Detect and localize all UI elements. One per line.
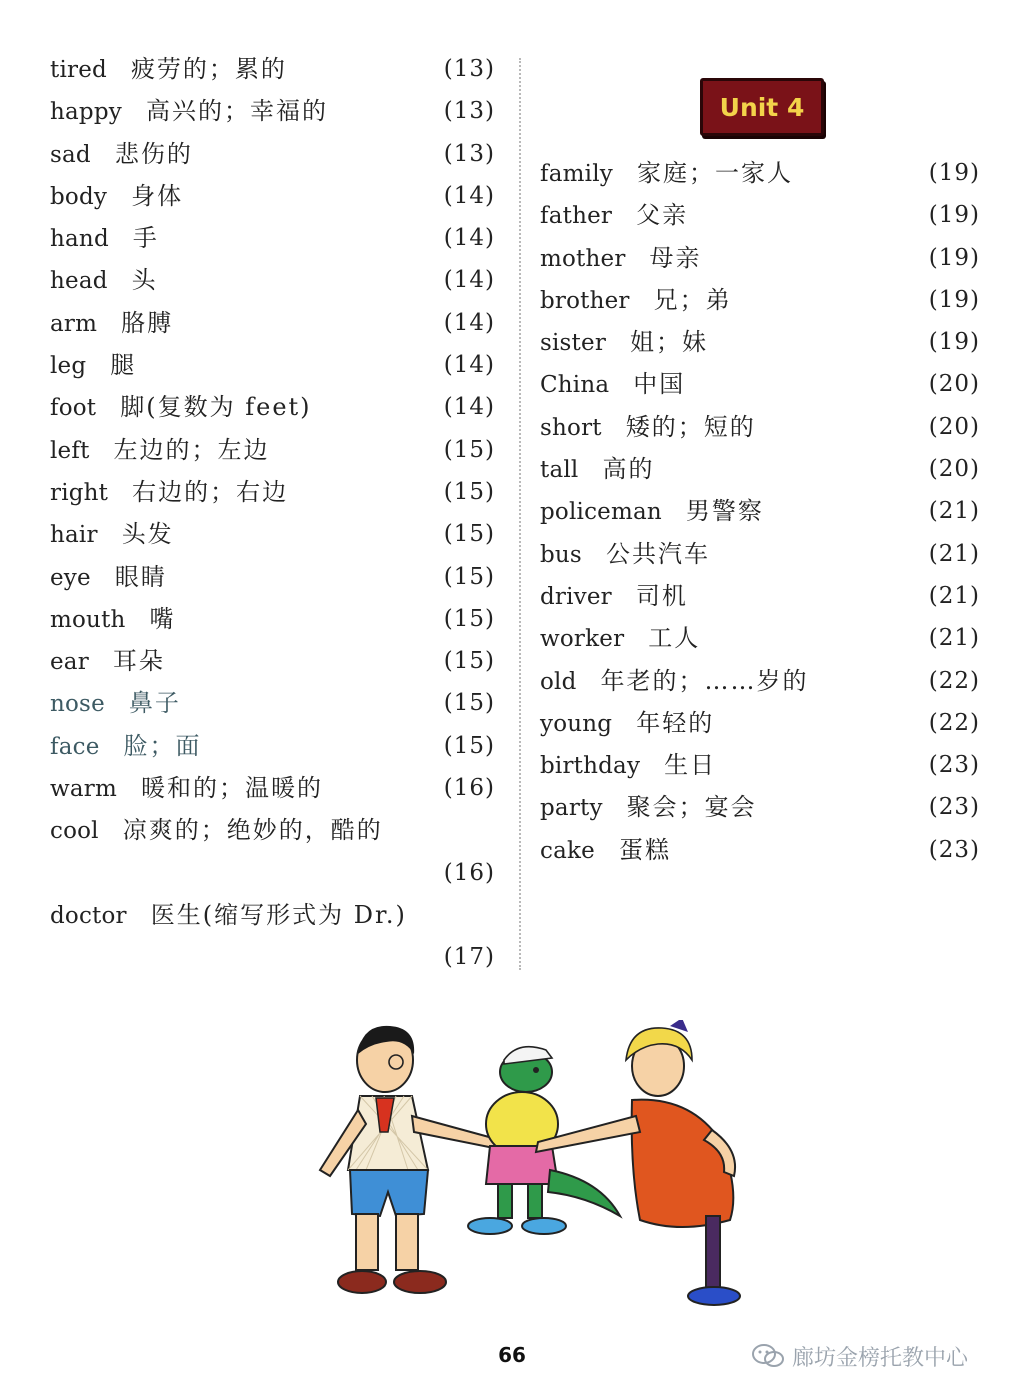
entry-page: (15) [443,436,495,463]
entry-page: (20) [928,371,980,398]
list-item [540,575,980,617]
entry-word: cake [540,837,595,864]
list-item [540,617,980,659]
entry-word: hand [50,226,109,253]
entry-page: (17) [443,944,495,971]
entry-page: (21) [928,498,980,525]
entry-word: party [540,795,603,822]
entry-page: (15) [443,648,495,675]
entry-word: mother [540,245,626,272]
entry-word: family [540,161,613,187]
entry-word: eye [50,564,91,591]
entry-page: (14) [443,182,495,209]
list-item [50,217,495,259]
entry-meaning: 矮的；短的 [625,412,756,441]
entry-word: arm [50,310,98,337]
entry-page: (22) [928,709,980,736]
entry-meaning: 生日 [664,751,717,780]
entry-meaning: 眼睛 [114,562,167,591]
entry-meaning: 高的 [602,455,655,484]
entry-page: (15) [443,478,495,505]
list-item [540,279,980,321]
entry-word: left [50,437,90,464]
list-item [50,640,495,682]
entry-page: (20) [928,413,980,440]
girl-figure [536,1020,740,1305]
list-item [540,237,980,279]
list-item [540,490,980,532]
boy-figure [320,1026,504,1293]
entry-word: ear [50,649,89,676]
entry-page: (14) [443,352,495,379]
entry-word: driver [540,583,612,610]
entry-page: (14) [443,309,495,336]
entry-word: policeman [540,499,662,526]
entry-word: hair [50,522,98,549]
entry-word: sister [540,330,607,357]
list-item [540,533,980,575]
list-item [540,448,980,490]
entry-word: happy [50,99,122,126]
entry-word: tired [50,57,107,83]
list-item [540,786,980,828]
list-item [50,302,495,344]
entry-page: (13) [443,56,495,82]
entry-meaning: 脸；面 [123,731,202,760]
entry-meaning: 年轻的 [636,708,715,737]
entry-meaning: 中国 [633,370,686,399]
watermark-text: 廊坊金榜托教中心 [792,1345,969,1371]
list-item [540,321,980,363]
left-column [50,48,495,979]
entry-page: (15) [443,563,495,590]
entry-meaning: 头发 [121,520,174,549]
entry-meaning: 医生(缩写形式为 Dr.) [150,900,407,929]
entry-page: (16) [443,859,495,886]
entry-page: (15) [443,605,495,632]
entry-word: short [540,414,602,441]
list-item [50,682,495,724]
entry-page: (14) [443,225,495,252]
list-item [540,406,980,448]
entry-meaning: 手 [132,224,159,253]
entry-word: brother [540,287,630,314]
list-item [50,344,495,386]
list-item [50,386,495,428]
list-item [540,829,980,871]
entry-meaning: 兄；弟 [653,285,732,314]
list-item [50,429,495,471]
entry-page: (19) [928,160,980,186]
entry-page: (23) [928,836,980,863]
entry-meaning: 聚会；宴会 [626,793,757,822]
entry-word: leg [50,353,87,380]
entry-word: warm [50,776,118,803]
entry-page: (19) [928,286,980,313]
list-item [50,133,495,175]
entry-meaning: 高兴的；幸福的 [145,97,328,126]
entry-meaning: 年老的；……岁的 [600,666,809,695]
entry-page: (21) [928,625,980,652]
unit-badge: Unit 4 [700,78,824,136]
entry-meaning: 父亲 [636,201,689,230]
entry-meaning: 耳朵 [112,647,165,676]
entry-meaning: 嘴 [149,604,176,633]
entry-meaning: 家庭；一家人 [636,159,793,187]
entry-word: doctor [50,902,127,929]
entry-meaning: 工人 [648,624,701,653]
entry-word: nose [50,691,105,718]
list-item [50,90,495,132]
entry-word: old [540,668,577,695]
entry-word: right [50,479,109,506]
entry-page: (19) [928,329,980,356]
entry-word: body [50,183,108,210]
watermark [752,1338,968,1374]
children-illustration [300,1020,770,1320]
list-item [540,702,980,744]
entry-page: (23) [928,752,980,779]
entry-page: (15) [443,521,495,548]
list-item [50,894,495,979]
entry-word: father [540,203,613,230]
entry-word: tall [540,457,579,484]
entry-page: (23) [928,794,980,821]
entry-meaning: 悲伤的 [114,139,193,168]
entry-page: (13) [443,98,495,125]
list-item [540,744,980,786]
entry-word: bus [540,541,582,568]
list-item [50,471,495,513]
list-item [540,194,980,236]
entry-meaning: 疲劳的；累的 [130,55,287,83]
entry-meaning: 公共汽车 [605,539,710,568]
entry-word: young [540,710,613,737]
right-column [540,152,980,871]
list-item [50,725,495,767]
entry-meaning: 头 [131,266,158,295]
entry-page: (15) [443,732,495,759]
entry-meaning: 凉爽的；绝妙的，酷的 [122,816,383,845]
entry-meaning: 右边的；右边 [132,477,289,506]
entry-word: China [540,372,610,399]
entry-page: (16) [443,775,495,802]
list-item [50,809,495,894]
entry-page: (14) [443,267,495,294]
list-item [50,48,495,90]
entry-word: worker [540,626,625,653]
entry-meaning: 胳膊 [121,308,174,337]
entry-page: (21) [928,540,980,567]
entry-page: (19) [928,244,980,271]
entry-page: (21) [928,582,980,609]
list-item [50,259,495,301]
entry-meaning: 司机 [635,581,688,610]
entry-word: foot [50,395,97,422]
entry-word: head [50,268,108,295]
entry-meaning: 身体 [131,181,184,210]
list-item [540,152,980,194]
entry-meaning: 脚(复数为 feet) [120,393,312,422]
entry-meaning: 姐；妹 [630,328,709,357]
column-divider [519,58,521,970]
list-item [540,660,980,702]
list-item [50,513,495,555]
entry-word: cool [50,818,99,845]
wechat-icon [752,1343,784,1369]
list-item [50,767,495,809]
entry-meaning: 鼻子 [128,689,181,718]
entry-page: (13) [443,140,495,167]
entry-page: (22) [928,667,980,694]
list-item [50,598,495,640]
entry-meaning: 左边的；左边 [113,435,270,464]
entry-page: (15) [443,690,495,717]
page-number: 66 [498,1343,526,1367]
entry-page: (14) [443,394,495,421]
entry-page: (20) [928,456,980,483]
entry-page: (19) [928,202,980,229]
entry-meaning: 蛋糕 [618,835,671,864]
entry-word: mouth [50,606,126,633]
entry-meaning: 暖和的；温暖的 [141,774,324,803]
list-item [540,363,980,405]
entry-meaning: 母亲 [649,243,702,272]
entry-meaning: 腿 [110,351,137,380]
entry-word: sad [50,141,91,168]
entry-word: face [50,733,100,760]
list-item [50,175,495,217]
list-item [50,556,495,598]
entry-word: birthday [540,753,641,780]
entry-meaning: 男警察 [685,497,764,526]
